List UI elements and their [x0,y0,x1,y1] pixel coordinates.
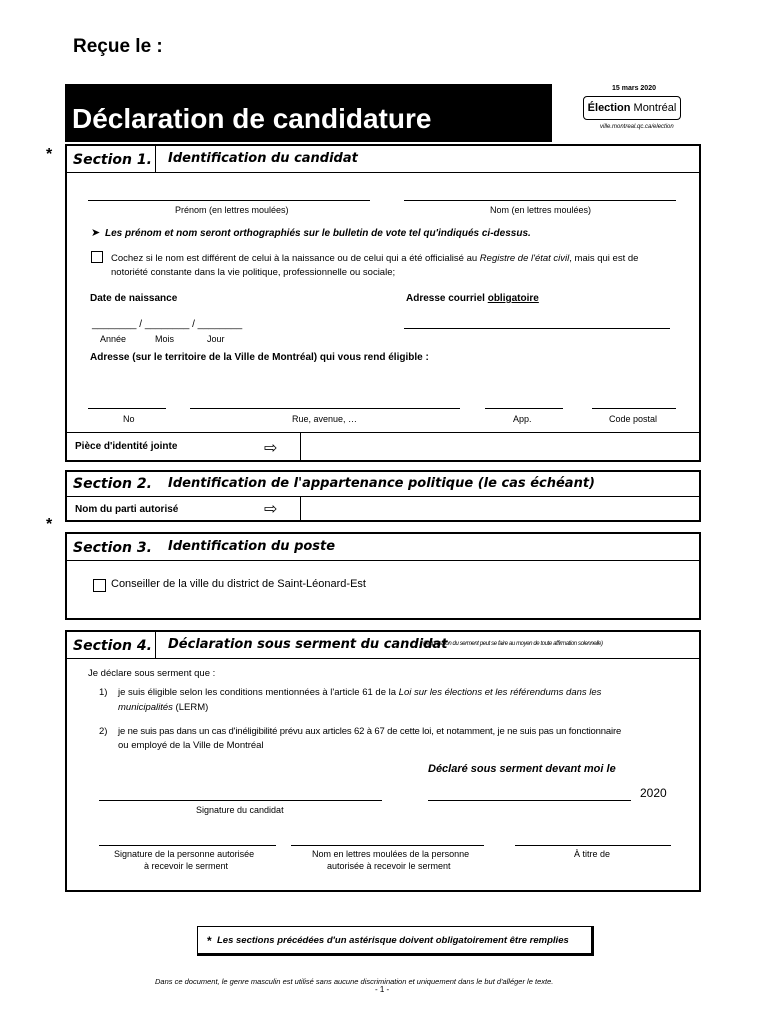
authorized-name-caption-1: Nom en lettres moulées de la personne [312,849,470,859]
received-label: Reçue le : [73,36,163,57]
required-asterisk: * [207,934,212,948]
district-checkbox[interactable] [93,579,106,592]
month-caption: Mois [155,334,175,344]
title-caption: À titre de [574,849,611,859]
checkbox-text-line2: notoriété constante dans la vie politique, professionnelle ou sociale; [111,267,396,278]
authorized-signature-caption-2: à recevoir le serment [144,861,229,871]
address-apt-caption: App. [513,414,532,424]
section-2-header-divider [65,496,701,497]
address-postal-field[interactable] [592,408,676,409]
section-2-label: Section 2. [73,476,152,492]
arrow-outline-right-icon: ⇨ [264,501,278,518]
section-1-header-divider [65,172,701,173]
authorized-name-field[interactable] [291,845,484,846]
oath-item-1-line1: je suis éligible selon les conditions mentionnées à l'article 61 de la Loi sur les élections et les référendums dans les [118,687,602,698]
email-field[interactable] [404,328,670,329]
section-1-label: Section 1. [73,152,152,168]
firstname-caption: Prénom (en lettres moulées) [175,205,289,215]
authorized-signature-caption-1: Signature de la personne autorisée [114,849,255,859]
party-label: Nom du parti autorisé [75,504,179,515]
id-label: Pièce d'identité jointe [75,441,178,452]
title-field[interactable] [515,845,671,846]
lastname-caption: Nom (en lettres moulées) [490,205,592,215]
required-note: Les sections précédées d'un astérisque doivent obligatoirement être remplies [217,935,569,946]
id-field-divider [300,432,301,462]
candidate-signature-field[interactable] [99,800,382,801]
lastname-field[interactable] [404,200,676,201]
oath-item-2-number: 2) [99,726,108,737]
oath-year: 2020 [640,786,667,800]
required-asterisk: * [46,146,53,163]
address-number-caption: No [123,414,135,424]
section-3-title: Identification du poste [168,539,336,554]
header-date: 15 mars 2020 [612,85,656,92]
section-4-label-divider [155,630,156,658]
election-montreal-logo: Élection Montréal [583,96,681,120]
section-4-header-divider [65,658,701,659]
logo-url: ville.montreal.qc.ca/election [600,124,674,130]
oath-item-1-line2: municipalités (LERM) [118,702,209,713]
firstname-field[interactable] [88,200,370,201]
page-number: - 1 - [375,985,390,994]
oath-intro: Je déclare sous serment que : [88,668,216,679]
address-street-caption: Rue, avenue, … [292,414,358,424]
district-option-label: Conseiller de la ville du district de Saint-Léonard-Est [111,578,366,590]
section-4-label: Section 4. [73,638,152,654]
section-4-title: Déclaration sous serment du candidat [168,637,448,652]
party-field-divider [300,496,301,522]
different-name-checkbox[interactable] [91,251,103,263]
name-note: Les prénom et nom seront orthographiés sur le bulletin de vote tel qu'indiqués ci-dessus. [105,228,531,239]
birthdate-field[interactable]: ________ / ________ / ________ [92,319,243,330]
authorized-signature-field[interactable] [99,845,276,846]
oath-date-field[interactable] [428,800,631,801]
section-3-label: Section 3. [73,540,152,556]
section-1-title: Identification du candidat [168,151,358,166]
section-3-header-divider [65,560,701,561]
id-document-field[interactable] [302,434,699,460]
email-label: Adresse courriel obligatoire [406,293,539,304]
address-label: Adresse (sur le territoire de la Ville de Montréal) qui vous rend éligible : [90,352,429,363]
birthdate-label: Date de naissance [90,293,178,304]
oath-item-2-line1: je ne suis pas dans un cas d'inéligibilité prévu aux articles 62 à 67 de cette loi, et notamment, je ne suis pas un fonctionnaire [118,726,622,737]
declared-before-me: Déclaré sous serment devant moi le [428,763,616,775]
oath-item-1-number: 1) [99,687,108,698]
arrow-outline-right-icon: ⇨ [264,440,278,457]
required-asterisk: * [46,516,53,533]
section-2-title: Identification de l'appartenance politique (le cas échéant) [168,476,595,491]
address-number-field[interactable] [88,408,166,409]
address-apt-field[interactable] [485,408,563,409]
checkbox-text-line1: Cochez si le nom est différent de celui à la naissance ou de celui qui a été officialisé au Registre de l'état civil, mais qui est de [111,253,639,264]
address-street-field[interactable] [190,408,460,409]
section-1-label-divider [155,144,156,172]
authorized-name-caption-2: autorisée à recevoir le serment [327,861,451,871]
gender-disclaimer: Dans ce document, le genre masculin est utilisé sans aucune discrimination et uniquement dans le but d'alléger le texte. [155,977,554,986]
party-name-field[interactable] [302,498,699,520]
candidate-signature-caption: Signature du candidat [196,805,284,815]
day-caption: Jour [207,334,225,344]
arrow-right-icon: ➤ [91,227,101,239]
id-row-divider [65,432,701,433]
section-4-title-note: (l'expression du serment peut se faire au moyen de toute affirmation solennelle) [423,641,603,647]
page-title: Déclaration de candidature [72,103,432,134]
address-postal-caption: Code postal [609,414,658,424]
year-caption: Année [100,334,127,344]
section-3-box [65,532,701,620]
oath-item-2-line2: ou employé de la Ville de Montréal [118,740,264,751]
